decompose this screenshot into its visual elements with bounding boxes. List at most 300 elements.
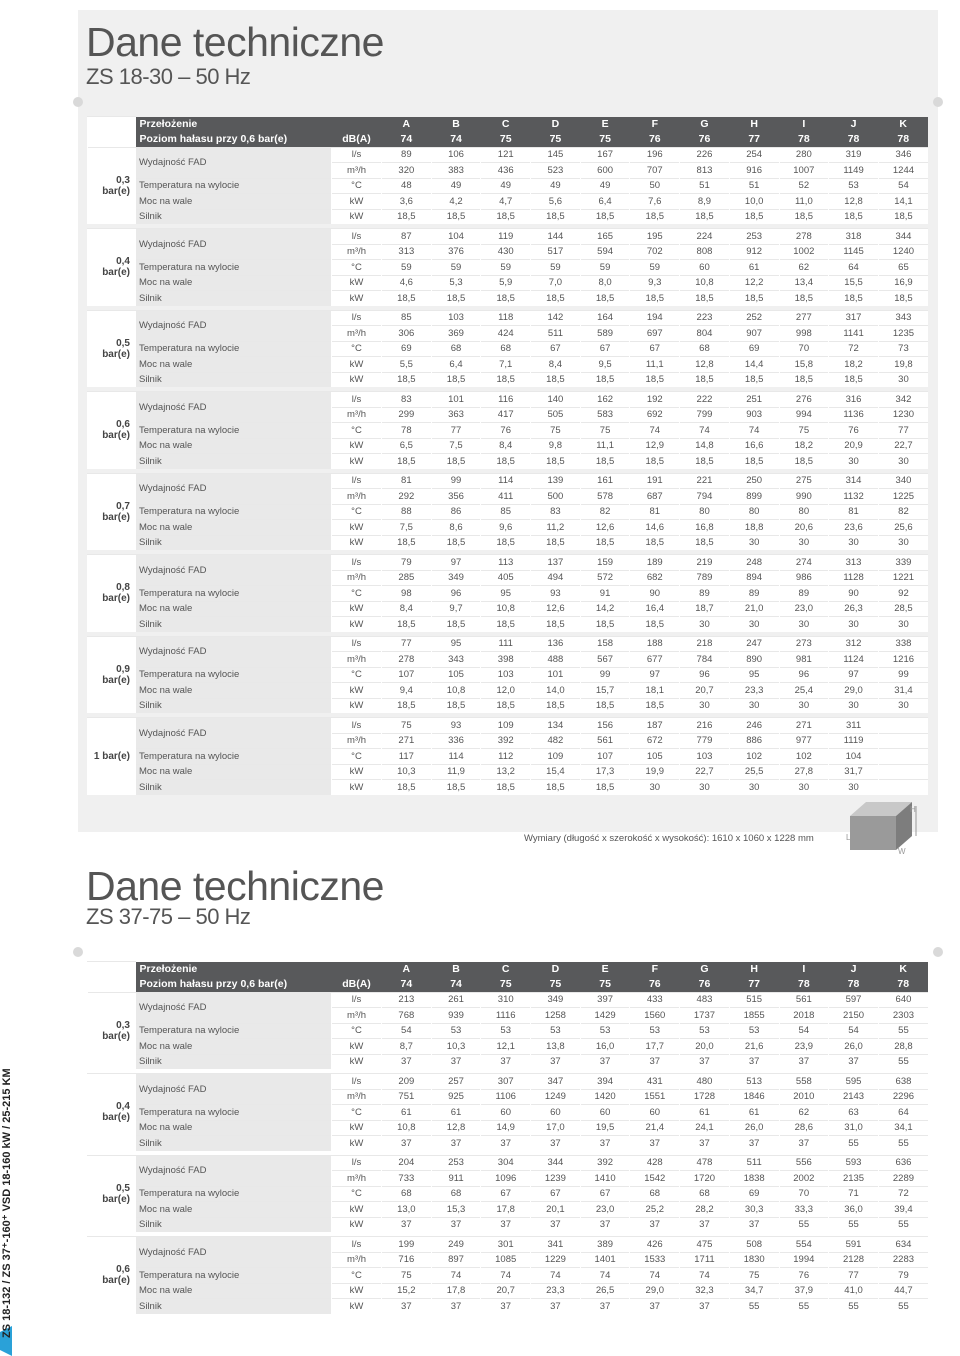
value-cell: 90: [829, 586, 879, 602]
unit-kw: kW: [332, 372, 382, 387]
value-cell: 488: [531, 652, 581, 668]
value-cell: 310: [481, 992, 531, 1008]
value-cell: 808: [680, 244, 730, 260]
row-label-moc: Moc na wale: [136, 683, 332, 699]
value-cell: 74: [630, 423, 680, 439]
row-label-moc: Moc na wale: [136, 438, 332, 454]
section2-title: Dane techniczne: [86, 863, 384, 909]
value-cell: 37: [481, 1136, 531, 1151]
value-cell: 319: [829, 147, 879, 163]
value-cell: 18,5: [630, 698, 680, 713]
value-cell: 144: [531, 229, 581, 245]
value-cell: 37: [729, 1054, 779, 1069]
value-cell: 23,0: [580, 1202, 630, 1218]
table-row: [88, 229, 929, 245]
value-cell: 20,9: [829, 438, 879, 454]
value-cell: 54: [878, 178, 928, 194]
value-cell: 813: [680, 163, 730, 179]
noise-value: 75: [531, 132, 581, 148]
value-cell: 2143: [829, 1089, 879, 1105]
value-cell: 572: [580, 570, 630, 586]
value-cell: 18,5: [531, 454, 581, 469]
row-label-silnik: Silnik: [136, 372, 332, 387]
value-cell: 12,6: [580, 520, 630, 536]
value-cell: 779: [680, 733, 730, 749]
unit-ls: l/s: [332, 718, 382, 734]
value-cell: 28,5: [878, 601, 928, 617]
value-cell: 1002: [779, 244, 829, 260]
row-label-fad: Wydajność FAD: [136, 555, 332, 586]
value-cell: 18,5: [580, 780, 630, 795]
dim-h-label: H: [910, 805, 916, 814]
value-cell: 85: [481, 504, 531, 520]
value-cell: 8,6: [431, 520, 481, 536]
value-cell: 30: [779, 617, 829, 632]
value-cell: 278: [779, 229, 829, 245]
value-cell: 1429: [580, 1008, 630, 1024]
unit-kw: kW: [332, 1054, 382, 1069]
value-cell: 1221: [878, 570, 928, 586]
value-cell: 1560: [630, 1008, 680, 1024]
value-cell: 162: [580, 392, 630, 408]
value-cell: 313: [829, 555, 879, 571]
value-cell: [878, 733, 928, 749]
value-cell: 280: [779, 147, 829, 163]
value-cell: 10,8: [680, 275, 730, 291]
dimensions-box-icon: [846, 800, 926, 856]
value-cell: 209: [382, 1074, 432, 1090]
panel-dot-right-2: [933, 947, 943, 957]
value-cell: 18,5: [729, 291, 779, 306]
noise-value: 75: [481, 132, 531, 148]
value-cell: 2002: [779, 1171, 829, 1187]
value-cell: 18,5: [680, 209, 730, 224]
header-col-k: K: [878, 117, 928, 132]
value-cell: 24,1: [680, 1120, 730, 1136]
value-cell: 194: [630, 310, 680, 326]
value-cell: 30: [878, 617, 928, 632]
value-cell: 986: [779, 570, 829, 586]
value-cell: 2010: [779, 1089, 829, 1105]
value-cell: 23,6: [829, 520, 879, 536]
value-cell: 15,4: [531, 764, 581, 780]
value-cell: 37: [680, 1299, 730, 1314]
unit-kw: kW: [332, 1283, 382, 1299]
value-cell: 18,5: [382, 617, 432, 632]
table-row: [88, 617, 929, 632]
pressure-label: 0,3 bar(e): [88, 992, 136, 1069]
value-cell: 103: [481, 667, 531, 683]
value-cell: 80: [779, 504, 829, 520]
unit-c: °C: [332, 1268, 382, 1284]
value-cell: 246: [729, 718, 779, 734]
row-label-temp: Temperatura na wylocie: [136, 504, 332, 520]
header-col-e: E: [580, 962, 630, 977]
value-cell: 30: [630, 780, 680, 795]
row-label-fad: Wydajność FAD: [136, 992, 332, 1023]
value-cell: 23,3: [729, 683, 779, 699]
value-cell: 12,2: [729, 275, 779, 291]
value-cell: 96: [680, 667, 730, 683]
value-cell: 30: [729, 698, 779, 713]
value-cell: 61: [729, 1105, 779, 1121]
value-cell: 804: [680, 326, 730, 342]
value-cell: 53: [630, 1023, 680, 1039]
value-cell: 500: [531, 489, 581, 505]
value-cell: 18,5: [630, 454, 680, 469]
value-cell: 219: [680, 555, 730, 571]
unit-kw: kW: [332, 1136, 382, 1151]
value-cell: 53: [829, 178, 879, 194]
table-row: [88, 764, 929, 780]
value-cell: 18,5: [431, 454, 481, 469]
value-cell: 342: [878, 392, 928, 408]
value-cell: 18,5: [481, 698, 531, 713]
value-cell: 63: [829, 1105, 879, 1121]
value-cell: 25,5: [729, 764, 779, 780]
value-cell: 899: [729, 489, 779, 505]
value-cell: 107: [580, 749, 630, 765]
value-cell: 433: [630, 992, 680, 1008]
value-cell: 2128: [829, 1252, 879, 1268]
value-cell: 274: [779, 555, 829, 571]
value-cell: 79: [382, 555, 432, 571]
value-cell: 428: [630, 1155, 680, 1171]
value-cell: 247: [729, 636, 779, 652]
value-cell: 343: [431, 652, 481, 668]
value-cell: 768: [382, 1008, 432, 1024]
spec-table-zs37-75: [87, 961, 928, 1314]
table-row: [88, 1120, 929, 1136]
value-cell: 301: [481, 1237, 531, 1253]
value-cell: 89: [382, 147, 432, 163]
value-cell: 6,4: [431, 357, 481, 373]
value-cell: 312: [829, 636, 879, 652]
value-cell: 349: [531, 992, 581, 1008]
unit-kw: kW: [332, 617, 382, 632]
value-cell: 113: [481, 555, 531, 571]
value-cell: 64: [878, 1105, 928, 1121]
value-cell: 49: [481, 178, 531, 194]
value-cell: 114: [481, 473, 531, 489]
header-noise-label: Poziom hałasu przy 0,6 bar(e): [136, 977, 332, 993]
unit-c: °C: [332, 667, 382, 683]
value-cell: [878, 718, 928, 734]
noise-value: 75: [531, 977, 581, 993]
row-label-temp: Temperatura na wylocie: [136, 341, 332, 357]
value-cell: 1830: [729, 1252, 779, 1268]
value-cell: 394: [580, 1074, 630, 1090]
dim-w-label: W: [898, 847, 906, 856]
value-cell: 88: [382, 504, 432, 520]
value-cell: 369: [431, 326, 481, 342]
value-cell: 224: [680, 229, 730, 245]
value-cell: 16,9: [878, 275, 928, 291]
value-cell: 18,5: [630, 372, 680, 387]
row-label-moc: Moc na wale: [136, 1120, 332, 1136]
value-cell: 28,2: [680, 1202, 730, 1218]
value-cell: 33,3: [779, 1202, 829, 1218]
value-cell: 254: [729, 147, 779, 163]
value-cell: 77: [829, 1268, 879, 1284]
value-cell: 62: [779, 1105, 829, 1121]
value-cell: 78: [382, 423, 432, 439]
value-cell: 60: [531, 1105, 581, 1121]
value-cell: 53: [580, 1023, 630, 1039]
value-cell: 55: [878, 1217, 928, 1232]
value-cell: 567: [580, 652, 630, 668]
value-cell: 313: [382, 244, 432, 260]
value-cell: 192: [630, 392, 680, 408]
value-cell: 59: [531, 260, 581, 276]
value-cell: 60: [680, 260, 730, 276]
value-cell: 53: [431, 1023, 481, 1039]
unit-c: °C: [332, 1186, 382, 1202]
value-cell: 517: [531, 244, 581, 260]
value-cell: 17,0: [531, 1120, 581, 1136]
row-label-fad: Wydajność FAD: [136, 636, 332, 667]
value-cell: 37: [729, 1136, 779, 1151]
value-cell: 55: [878, 1023, 928, 1039]
row-label-silnik: Silnik: [136, 209, 332, 224]
value-cell: 167: [580, 147, 630, 163]
pressure-label: 0,7 bar(e): [88, 473, 136, 550]
value-cell: 9,4: [382, 683, 432, 699]
value-cell: 75: [729, 1268, 779, 1284]
value-cell: 20,7: [680, 683, 730, 699]
value-cell: 196: [630, 147, 680, 163]
value-cell: 103: [431, 310, 481, 326]
value-cell: 7,6: [630, 194, 680, 210]
unit-c: °C: [332, 260, 382, 276]
value-cell: 4,7: [481, 194, 531, 210]
value-cell: 59: [382, 260, 432, 276]
table-row: [88, 194, 929, 210]
value-cell: 250: [729, 473, 779, 489]
row-label-moc: Moc na wale: [136, 1202, 332, 1218]
value-cell: 29,0: [630, 1283, 680, 1299]
value-cell: 398: [481, 652, 531, 668]
value-cell: 16,6: [729, 438, 779, 454]
row-label-temp: Temperatura na wylocie: [136, 586, 332, 602]
value-cell: 424: [481, 326, 531, 342]
value-cell: 304: [481, 1155, 531, 1171]
table-row: [88, 1074, 929, 1090]
unit-m3h: m³/h: [332, 163, 382, 179]
value-cell: 27,8: [779, 764, 829, 780]
value-cell: 134: [531, 718, 581, 734]
value-cell: 77: [431, 423, 481, 439]
value-cell: 68: [431, 1186, 481, 1202]
value-cell: 75: [779, 423, 829, 439]
value-cell: 18,5: [531, 617, 581, 632]
value-cell: 990: [779, 489, 829, 505]
value-cell: 221: [680, 473, 730, 489]
value-cell: 17,7: [630, 1039, 680, 1055]
value-cell: 49: [431, 178, 481, 194]
value-cell: 50: [630, 178, 680, 194]
value-cell: 164: [580, 310, 630, 326]
value-cell: 74: [481, 1268, 531, 1284]
value-cell: 18,5: [680, 535, 730, 550]
value-cell: 60: [481, 1105, 531, 1121]
value-cell: 19,9: [630, 764, 680, 780]
value-cell: 156: [580, 718, 630, 734]
value-cell: 1401: [580, 1252, 630, 1268]
value-cell: 16,0: [580, 1039, 630, 1055]
value-cell: 18,5: [630, 291, 680, 306]
value-cell: 1225: [878, 489, 928, 505]
value-cell: 595: [829, 1074, 879, 1090]
pressure-label: 0,3 bar(e): [88, 147, 136, 224]
value-cell: 18,5: [680, 372, 730, 387]
value-cell: 338: [878, 636, 928, 652]
value-cell: 1542: [630, 1171, 680, 1187]
value-cell: 318: [829, 229, 879, 245]
value-cell: 37: [382, 1299, 432, 1314]
value-cell: 18,5: [580, 454, 630, 469]
value-cell: 69: [382, 341, 432, 357]
value-cell: 23,9: [779, 1039, 829, 1055]
value-cell: 67: [531, 341, 581, 357]
value-cell: 81: [829, 504, 879, 520]
value-cell: 37: [531, 1299, 581, 1314]
value-cell: 111: [481, 636, 531, 652]
header-przelozenie: Przełożenie: [136, 117, 382, 132]
noise-value: 74: [431, 132, 481, 148]
value-cell: 789: [680, 570, 730, 586]
value-cell: 18,5: [729, 209, 779, 224]
value-cell: 77: [382, 636, 432, 652]
value-cell: 1230: [878, 407, 928, 423]
value-cell: 18,5: [382, 535, 432, 550]
row-label-moc: Moc na wale: [136, 520, 332, 536]
unit-kw: kW: [332, 1039, 382, 1055]
value-cell: 49: [531, 178, 581, 194]
row-label-temp: Temperatura na wylocie: [136, 423, 332, 439]
value-cell: 17,8: [481, 1202, 531, 1218]
value-cell: 37: [481, 1054, 531, 1069]
value-cell: 68: [680, 341, 730, 357]
header-col-g: G: [680, 962, 730, 977]
noise-row: [88, 132, 929, 148]
table-row: [88, 291, 929, 306]
header-col-i: I: [779, 962, 829, 977]
value-cell: 2296: [878, 1089, 928, 1105]
value-cell: 118: [481, 310, 531, 326]
value-cell: 10,8: [382, 1120, 432, 1136]
value-cell: 74: [431, 1268, 481, 1284]
value-cell: 248: [729, 555, 779, 571]
header-col-d: D: [531, 962, 581, 977]
unit-c: °C: [332, 423, 382, 439]
value-cell: 37: [431, 1054, 481, 1069]
value-cell: 344: [531, 1155, 581, 1171]
value-cell: 223: [680, 310, 730, 326]
value-cell: 199: [382, 1237, 432, 1253]
value-cell: 589: [580, 326, 630, 342]
value-cell: 37: [630, 1136, 680, 1151]
value-cell: 18,5: [431, 698, 481, 713]
value-cell: 511: [531, 326, 581, 342]
header-col-h: H: [729, 962, 779, 977]
value-cell: 142: [531, 310, 581, 326]
value-cell: 513: [729, 1074, 779, 1090]
value-cell: 336: [431, 733, 481, 749]
value-cell: 18,5: [580, 535, 630, 550]
value-cell: 7,1: [481, 357, 531, 373]
value-cell: 59: [630, 260, 680, 276]
value-cell: 253: [431, 1155, 481, 1171]
value-cell: 1737: [680, 1008, 730, 1024]
value-cell: 1128: [829, 570, 879, 586]
value-cell: 1216: [878, 652, 928, 668]
value-cell: 30: [680, 780, 730, 795]
value-cell: 61: [382, 1105, 432, 1121]
value-cell: 30: [829, 535, 879, 550]
side-product-label: ZS 18-132 / ZS 37⁺-160⁺ VSD 18-160 kW / 25-215 KM: [1, 1068, 13, 1338]
value-cell: 18,5: [878, 291, 928, 306]
value-cell: 1235: [878, 326, 928, 342]
value-cell: 561: [779, 992, 829, 1008]
value-cell: 61: [729, 260, 779, 276]
value-cell: 18,5: [431, 535, 481, 550]
value-cell: 1007: [779, 163, 829, 179]
value-cell: 30: [829, 454, 879, 469]
value-cell: 278: [382, 652, 432, 668]
value-cell: 12,6: [531, 601, 581, 617]
noise-value: 76: [680, 132, 730, 148]
value-cell: 74: [630, 1268, 680, 1284]
value-cell: 18,5: [779, 454, 829, 469]
value-cell: 95: [431, 636, 481, 652]
value-cell: 8,4: [481, 438, 531, 454]
value-cell: 515: [729, 992, 779, 1008]
value-cell: 37: [630, 1054, 680, 1069]
value-cell: 37: [729, 1217, 779, 1232]
value-cell: 99: [878, 667, 928, 683]
value-cell: 1249: [531, 1089, 581, 1105]
unit-ls: l/s: [332, 473, 382, 489]
value-cell: 18,5: [382, 291, 432, 306]
value-cell: 19,8: [878, 357, 928, 373]
unit-m3h: m³/h: [332, 326, 382, 342]
table-row: [88, 636, 929, 652]
value-cell: 37: [431, 1217, 481, 1232]
value-cell: 30: [878, 698, 928, 713]
value-cell: 556: [779, 1155, 829, 1171]
value-cell: 1533: [630, 1252, 680, 1268]
header-blank: [88, 117, 136, 148]
value-cell: 320: [382, 163, 432, 179]
table-row: [88, 438, 929, 454]
value-cell: 977: [779, 733, 829, 749]
value-cell: 41,0: [829, 1283, 879, 1299]
noise-value: 78: [779, 977, 829, 993]
row-label-silnik: Silnik: [136, 1136, 332, 1151]
value-cell: 53: [531, 1023, 581, 1039]
value-cell: 14,9: [481, 1120, 531, 1136]
row-label-fad: Wydajność FAD: [136, 229, 332, 260]
value-cell: 22,7: [878, 438, 928, 454]
header-col-c: C: [481, 962, 531, 977]
value-cell: 81: [382, 473, 432, 489]
noise-value: 75: [481, 977, 531, 993]
value-cell: 71: [829, 1186, 879, 1202]
table-row: [88, 1023, 929, 1039]
value-cell: 11,0: [779, 194, 829, 210]
value-cell: 68: [481, 341, 531, 357]
